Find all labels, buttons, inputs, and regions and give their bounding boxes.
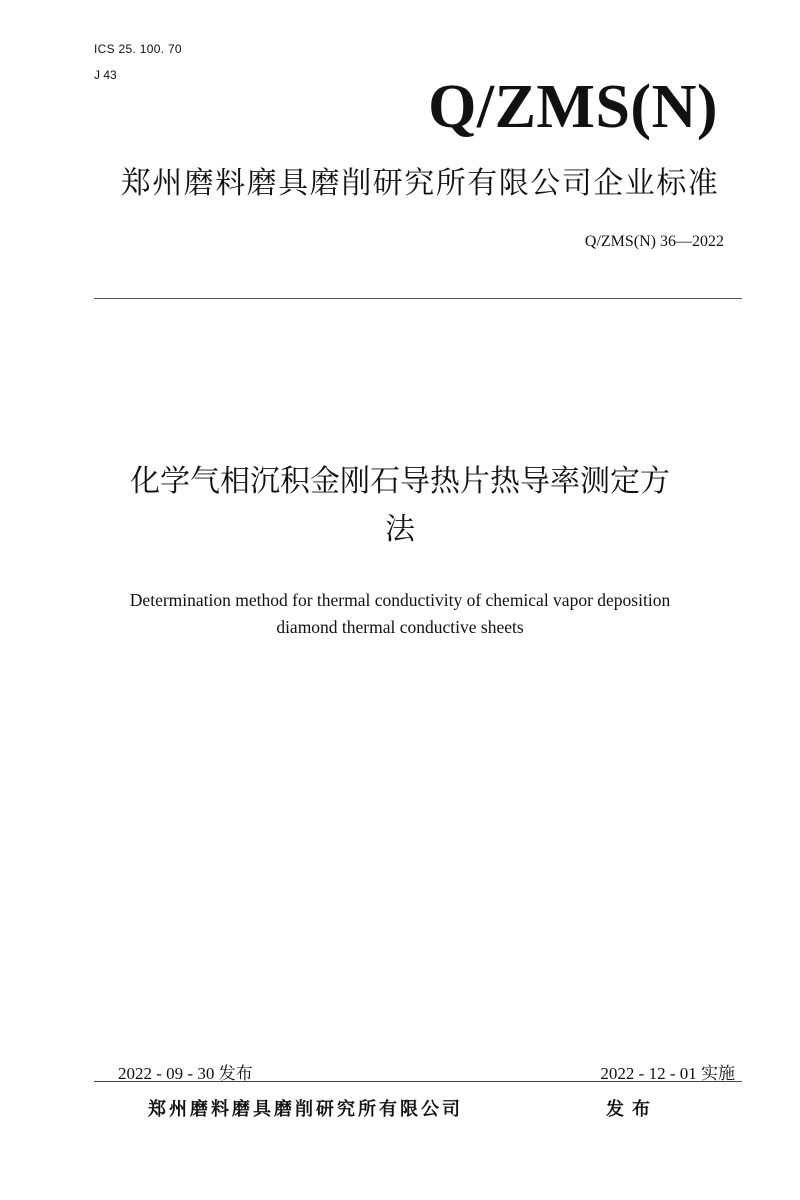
chinese-title-line-2: 法 xyxy=(385,512,415,547)
ics-code: ICS 25. 100. 70 xyxy=(94,42,182,56)
implementation-date: 2022 - 12 - 01 实施 xyxy=(600,1064,735,1083)
release-date: 2022 - 09 - 30 发布 xyxy=(118,1064,253,1083)
standard-code: Q/ZMS(N) xyxy=(428,73,718,141)
header-divider xyxy=(94,298,742,299)
classification-code: J 43 xyxy=(94,68,117,82)
english-title-line-1: Determination method for thermal conductivity of chemical vapor deposition xyxy=(129,590,671,610)
standard-number: Q/ZMS(N) 36—2022 xyxy=(584,233,724,250)
organization-standard-title: 郑州磨料磨具磨削研究所有限公司企业标准 xyxy=(120,166,720,201)
publish-label: 发布 xyxy=(606,1099,658,1120)
english-title-line-2: diamond thermal conductive sheets xyxy=(276,617,524,638)
chinese-title-line-1: 化学气相沉积金刚石导热片热导率测定方 xyxy=(130,464,670,499)
chinese-title xyxy=(60,458,740,554)
footer-divider xyxy=(94,1081,742,1082)
publisher-name: 郑州磨料磨具磨削研究所有限公司 xyxy=(148,1099,463,1120)
english-title xyxy=(60,587,740,641)
